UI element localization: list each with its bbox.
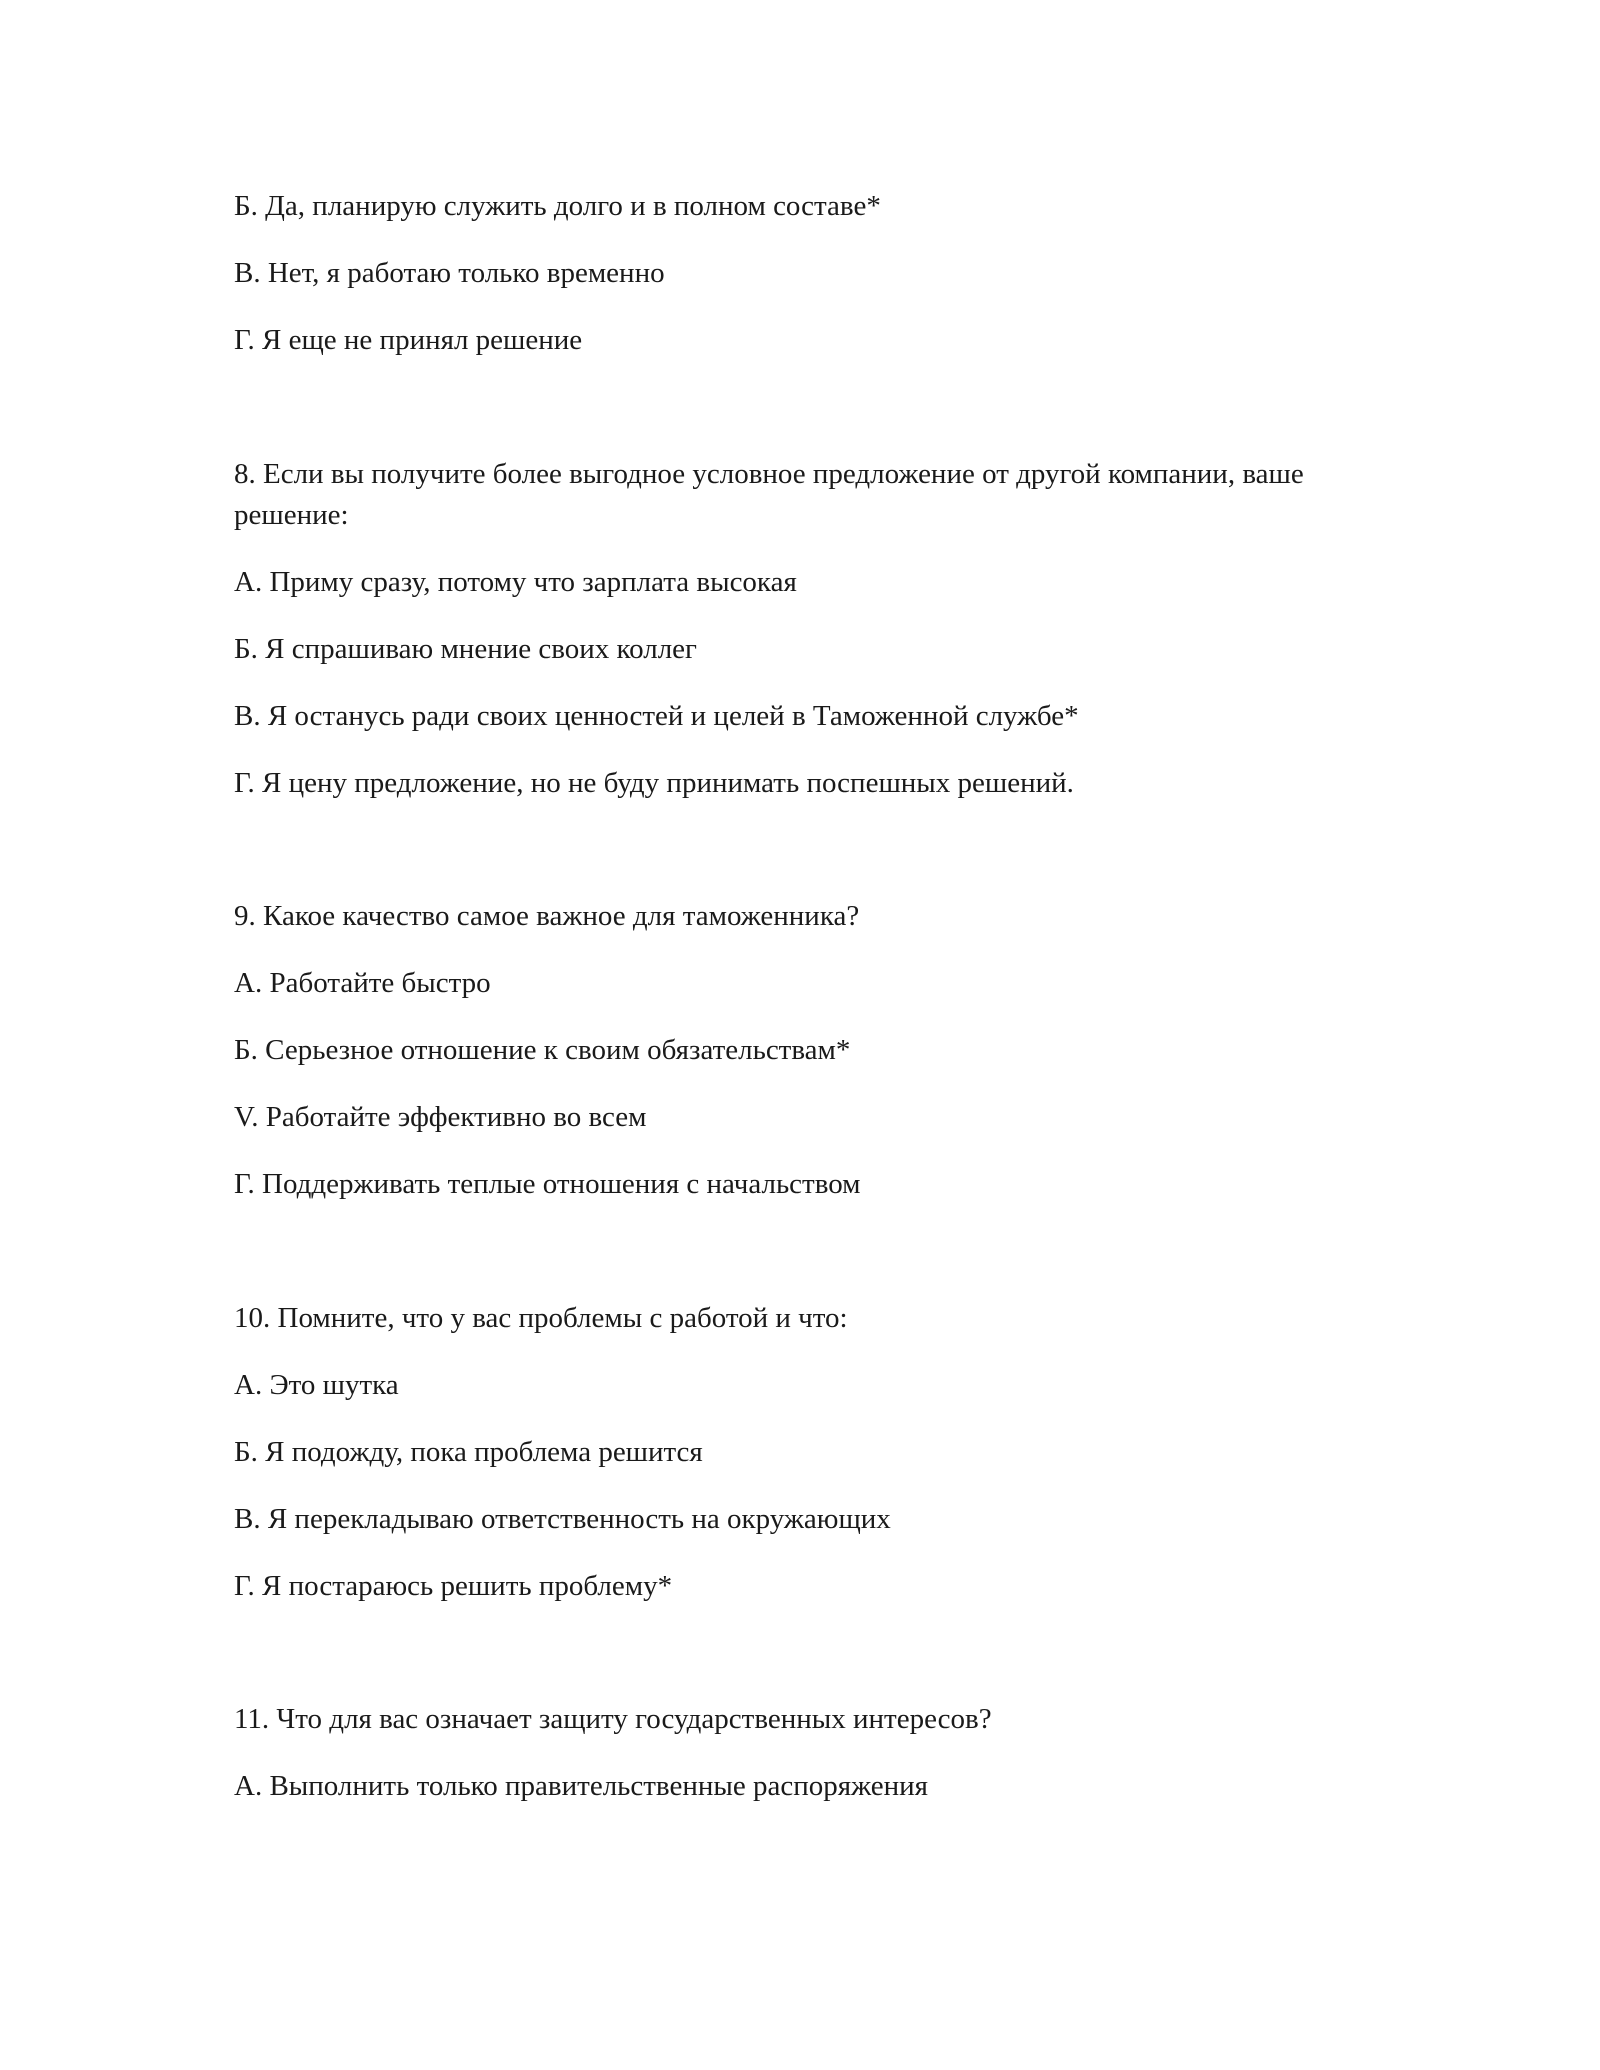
option-q9-g: Г. Поддерживать теплые отношения с начальством bbox=[234, 1168, 861, 1200]
option-q9-v: V. Работайте эффективно во всем bbox=[234, 1101, 647, 1133]
option-q10-a: А. Это шутка bbox=[234, 1369, 399, 1401]
question-10: 10. Помните, что у вас проблемы с работой и что: bbox=[234, 1302, 848, 1334]
option-q11-a: А. Выполнить только правительственные распоряжения bbox=[234, 1770, 928, 1802]
option-q8-g: Г. Я цену предложение, но не буду принимать поспешных решений. bbox=[234, 767, 1074, 799]
option-q9-a: А. Работайте быстро bbox=[234, 967, 491, 999]
option-q7-v: В. Нет, я работаю только временно bbox=[234, 257, 665, 289]
option-q8-v: В. Я останусь ради своих ценностей и целей в Таможенной службе* bbox=[234, 700, 1079, 732]
option-q10-v: В. Я перекладываю ответственность на окружающих bbox=[234, 1503, 891, 1535]
option-q7-b: Б. Да, планирую служить долго и в полном составе* bbox=[234, 190, 881, 222]
option-q7-g: Г. Я еще не принял решение bbox=[234, 324, 583, 356]
option-q9-b: Б. Серьезное отношение к своим обязательствам* bbox=[234, 1034, 851, 1066]
question-8: 8. Если вы получите более выгодное условное предложение от другой компании, ваше решение: bbox=[234, 458, 1304, 531]
option-q10-g: Г. Я постараюсь решить проблему* bbox=[234, 1570, 673, 1602]
option-q8-b: Б. Я спрашиваю мнение своих коллег bbox=[234, 633, 697, 665]
question-9: 9. Какое качество самое важное для таможенника? bbox=[234, 900, 860, 932]
option-q10-b: Б. Я подожду, пока проблема решится bbox=[234, 1436, 703, 1468]
question-11: 11. Что для вас означает защиту государственных интересов? bbox=[234, 1703, 992, 1735]
option-q8-a: А. Приму сразу, потому что зарплата высокая bbox=[234, 566, 797, 598]
